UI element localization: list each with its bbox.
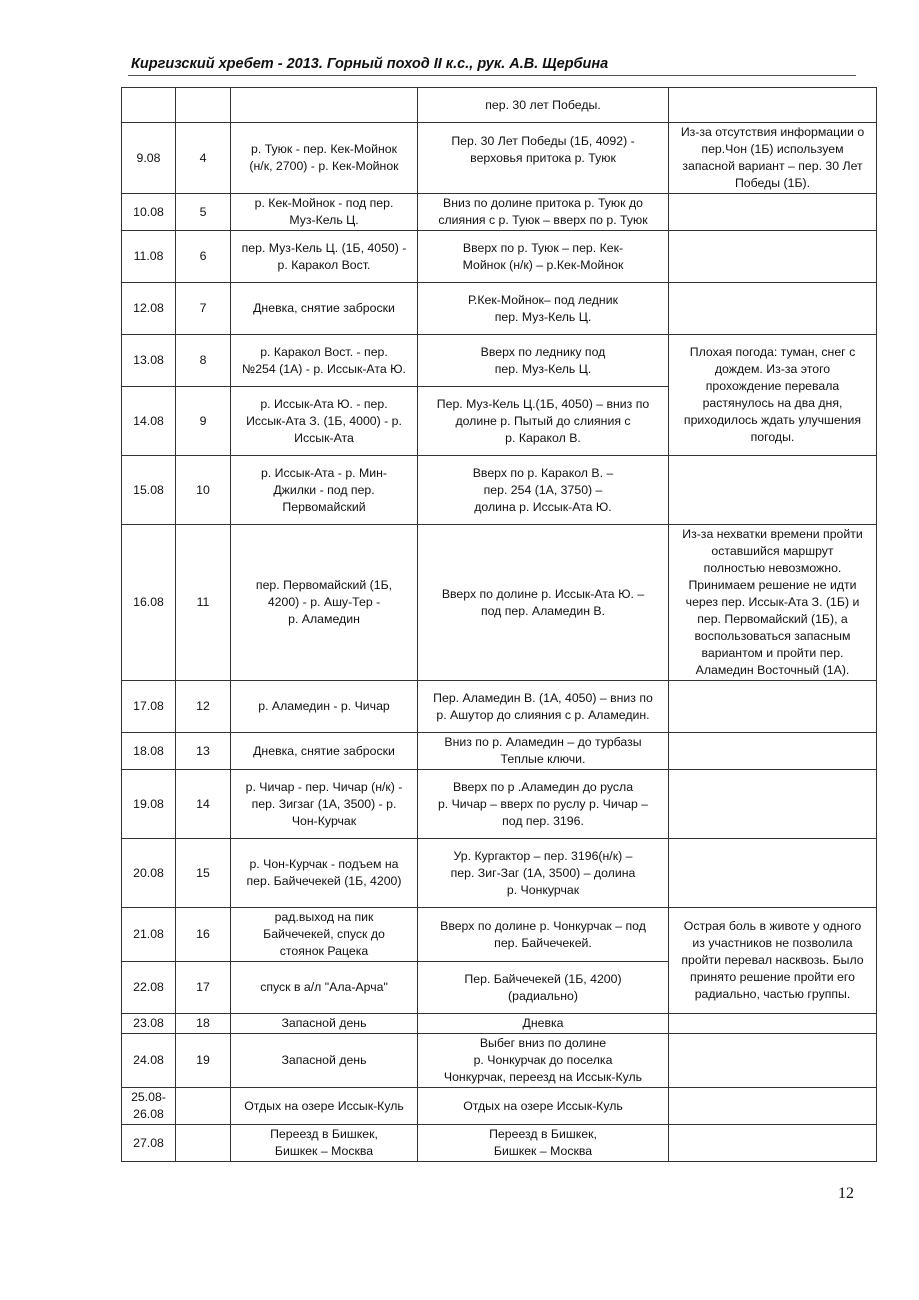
route-table-body: [122, 88, 877, 1162]
actual-cell: Пер. Аламедин В. (1А, 4050) – вниз по р. Ашутор до слияния с р. Аламедин.: [418, 681, 669, 733]
note-cell: [669, 456, 877, 525]
actual-cell: Вниз по р. Аламедин – до турбазы Теплые ключи.: [418, 733, 669, 770]
date-cell: 22.08: [122, 962, 176, 1014]
actual-cell: Р.Кек-Мойнок– под ледник пер. Муз-Кель Ц.: [418, 283, 669, 335]
actual-cell: Вверх по долине р. Иссык-Ата Ю. – под пер. Аламедин В.: [418, 525, 669, 681]
table-row: [122, 283, 877, 335]
plan-cell: Отдых на озере Иссык-Куль: [231, 1088, 418, 1125]
table-row: [122, 908, 877, 962]
date-cell: 24.08: [122, 1034, 176, 1088]
route-table: [121, 87, 877, 1162]
plan-cell: спуск в а/л "Ала-Арча": [231, 962, 418, 1014]
note-cell: Плохая погода: туман, снег с дождем. Из-за этого прохождение перевала растянулось на два дня, приходилось ждать улучшения погоды.: [669, 335, 877, 456]
date-cell: 19.08: [122, 770, 176, 839]
plan-cell: р. Иссык-Ата Ю. - пер. Иссык-Ата З. (1Б, 4000) - р. Иссык-Ата: [231, 387, 418, 456]
table-row: [122, 194, 877, 231]
date-cell: 23.08: [122, 1014, 176, 1034]
date-cell: 11.08: [122, 231, 176, 283]
date-cell: 17.08: [122, 681, 176, 733]
plan-cell: Переезд в Бишкек, Бишкек – Москва: [231, 1125, 418, 1162]
table-row: [122, 1088, 877, 1125]
date-cell: 27.08: [122, 1125, 176, 1162]
note-cell: [669, 1014, 877, 1034]
note-cell: [669, 194, 877, 231]
note-cell: [669, 1088, 877, 1125]
plan-cell: р. Аламедин - р. Чичар: [231, 681, 418, 733]
actual-cell: Вниз по долине притока р. Туюк до слияния с р. Туюк – вверх по р. Туюк: [418, 194, 669, 231]
table-row: [122, 1034, 877, 1088]
day-cell: 13: [176, 733, 231, 770]
note-cell: [669, 1034, 877, 1088]
actual-cell: пер. 30 лет Победы.: [418, 88, 669, 123]
actual-cell: Вверх по р. Туюк – пер. Кек- Мойнок (н/к) – р.Кек-Мойнок: [418, 231, 669, 283]
plan-cell: Дневка, снятие заброски: [231, 283, 418, 335]
date-cell: 16.08: [122, 525, 176, 681]
date-cell: 10.08: [122, 194, 176, 231]
day-cell: 6: [176, 231, 231, 283]
day-cell: 12: [176, 681, 231, 733]
note-cell: [669, 231, 877, 283]
plan-cell: Запасной день: [231, 1034, 418, 1088]
plan-cell: р. Туюк - пер. Кек-Мойнок (н/к, 2700) - р. Кек-Мойнок: [231, 123, 418, 194]
plan-cell: р. Кек-Мойнок - под пер. Муз-Кель Ц.: [231, 194, 418, 231]
day-cell: 4: [176, 123, 231, 194]
day-cell: 17: [176, 962, 231, 1014]
day-cell: 7: [176, 283, 231, 335]
date-cell: [122, 88, 176, 123]
header-rule: [128, 75, 856, 76]
day-cell: 8: [176, 335, 231, 387]
plan-cell: р. Чон-Курчак - подъем на пер. Байчечекей (1Б, 4200): [231, 839, 418, 908]
plan-cell: р. Чичар - пер. Чичар (н/к) - пер. Зигзаг (1А, 3500) - р. Чон-Курчак: [231, 770, 418, 839]
note-cell: [669, 1125, 877, 1162]
note-cell: Из-за отсутствия информации о пер.Чон (1Б) используем запасной вариант – пер. 30 Лет Победы (1Б).: [669, 123, 877, 194]
actual-cell: Вверх по долине р. Чонкурчак – под пер. Байчечекей.: [418, 908, 669, 962]
table-row: [122, 1014, 877, 1034]
table-row: [122, 733, 877, 770]
table-row: [122, 525, 877, 681]
plan-cell: [231, 88, 418, 123]
date-cell: 14.08: [122, 387, 176, 456]
day-cell: 11: [176, 525, 231, 681]
note-cell: [669, 283, 877, 335]
actual-cell: Пер. Муз-Кель Ц.(1Б, 4050) – вниз по долине р. Пытый до слияния с р. Каракол В.: [418, 387, 669, 456]
table-row: [122, 770, 877, 839]
plan-cell: пер. Первомайский (1Б, 4200) - р. Ашу-Тер - р. Аламедин: [231, 525, 418, 681]
actual-cell: Пер. 30 Лет Победы (1Б, 4092) - верховья притока р. Туюк: [418, 123, 669, 194]
day-cell: 10: [176, 456, 231, 525]
actual-cell: Выбег вниз по долине р. Чонкурчак до поселка Чонкурчак, переезд на Иссык-Куль: [418, 1034, 669, 1088]
table-row: [122, 335, 877, 387]
date-cell: 15.08: [122, 456, 176, 525]
date-cell: 13.08: [122, 335, 176, 387]
actual-cell: Вверх по леднику под пер. Муз-Кель Ц.: [418, 335, 669, 387]
note-cell: [669, 88, 877, 123]
actual-cell: Переезд в Бишкек, Бишкек – Москва: [418, 1125, 669, 1162]
table-row: [122, 231, 877, 283]
note-cell: [669, 770, 877, 839]
day-cell: [176, 1125, 231, 1162]
note-cell: [669, 681, 877, 733]
table-row: [122, 839, 877, 908]
actual-cell: Дневка: [418, 1014, 669, 1034]
plan-cell: Запасной день: [231, 1014, 418, 1034]
day-cell: 9: [176, 387, 231, 456]
day-cell: 5: [176, 194, 231, 231]
table-row: [122, 123, 877, 194]
actual-cell: Пер. Байчечекей (1Б, 4200) (радиально): [418, 962, 669, 1014]
actual-cell: Вверх по р. Каракол В. – пер. 254 (1А, 3750) – долина р. Иссык-Ата Ю.: [418, 456, 669, 525]
table-row: [122, 681, 877, 733]
document-header: Киргизский хребет - 2013. Горный поход II к.с., рук. А.В. Щербина: [131, 56, 609, 72]
page-number: 12: [838, 1185, 854, 1202]
day-cell: [176, 88, 231, 123]
table-row: [122, 456, 877, 525]
date-cell: 21.08: [122, 908, 176, 962]
plan-cell: рад.выход на пик Байчечекей, спуск до стоянок Рацека: [231, 908, 418, 962]
plan-cell: р. Иссык-Ата - р. Мин- Джилки - под пер. Первомайский: [231, 456, 418, 525]
note-cell: [669, 839, 877, 908]
date-cell: 12.08: [122, 283, 176, 335]
day-cell: 15: [176, 839, 231, 908]
plan-cell: пер. Муз-Кель Ц. (1Б, 4050) - р. Каракол Вост.: [231, 231, 418, 283]
plan-cell: Дневка, снятие заброски: [231, 733, 418, 770]
note-cell: [669, 733, 877, 770]
day-cell: 14: [176, 770, 231, 839]
table-row: [122, 88, 877, 123]
day-cell: 16: [176, 908, 231, 962]
date-cell: 18.08: [122, 733, 176, 770]
plan-cell: р. Каракол Вост. - пер. №254 (1А) - р. Иссык-Ата Ю.: [231, 335, 418, 387]
note-cell: Из-за нехватки времени пройти оставшийся маршрут полностью невозможно. Принимаем решение не идти через пер. Иссык-Ата З. (1Б) и пер. Первомайский (1Б), а воспользоваться запасным вариантом и пройти пер. Аламедин Восточный (1А).: [669, 525, 877, 681]
date-cell: 25.08- 26.08: [122, 1088, 176, 1125]
actual-cell: Вверх по р .Аламедин до русла р. Чичар – вверх по руслу р. Чичар – под пер. 3196.: [418, 770, 669, 839]
actual-cell: Отдых на озере Иссык-Куль: [418, 1088, 669, 1125]
table-row: [122, 1125, 877, 1162]
date-cell: 20.08: [122, 839, 176, 908]
date-cell: 9.08: [122, 123, 176, 194]
day-cell: 19: [176, 1034, 231, 1088]
day-cell: 18: [176, 1014, 231, 1034]
actual-cell: Ур. Кургактор – пер. 3196(н/к) – пер. Зиг-Заг (1А, 3500) – долина р. Чонкурчак: [418, 839, 669, 908]
note-cell: Острая боль в животе у одного из участников не позволила пройти перевал насквозь. Было принято решение пройти его радиально, частью группы.: [669, 908, 877, 1014]
day-cell: [176, 1088, 231, 1125]
